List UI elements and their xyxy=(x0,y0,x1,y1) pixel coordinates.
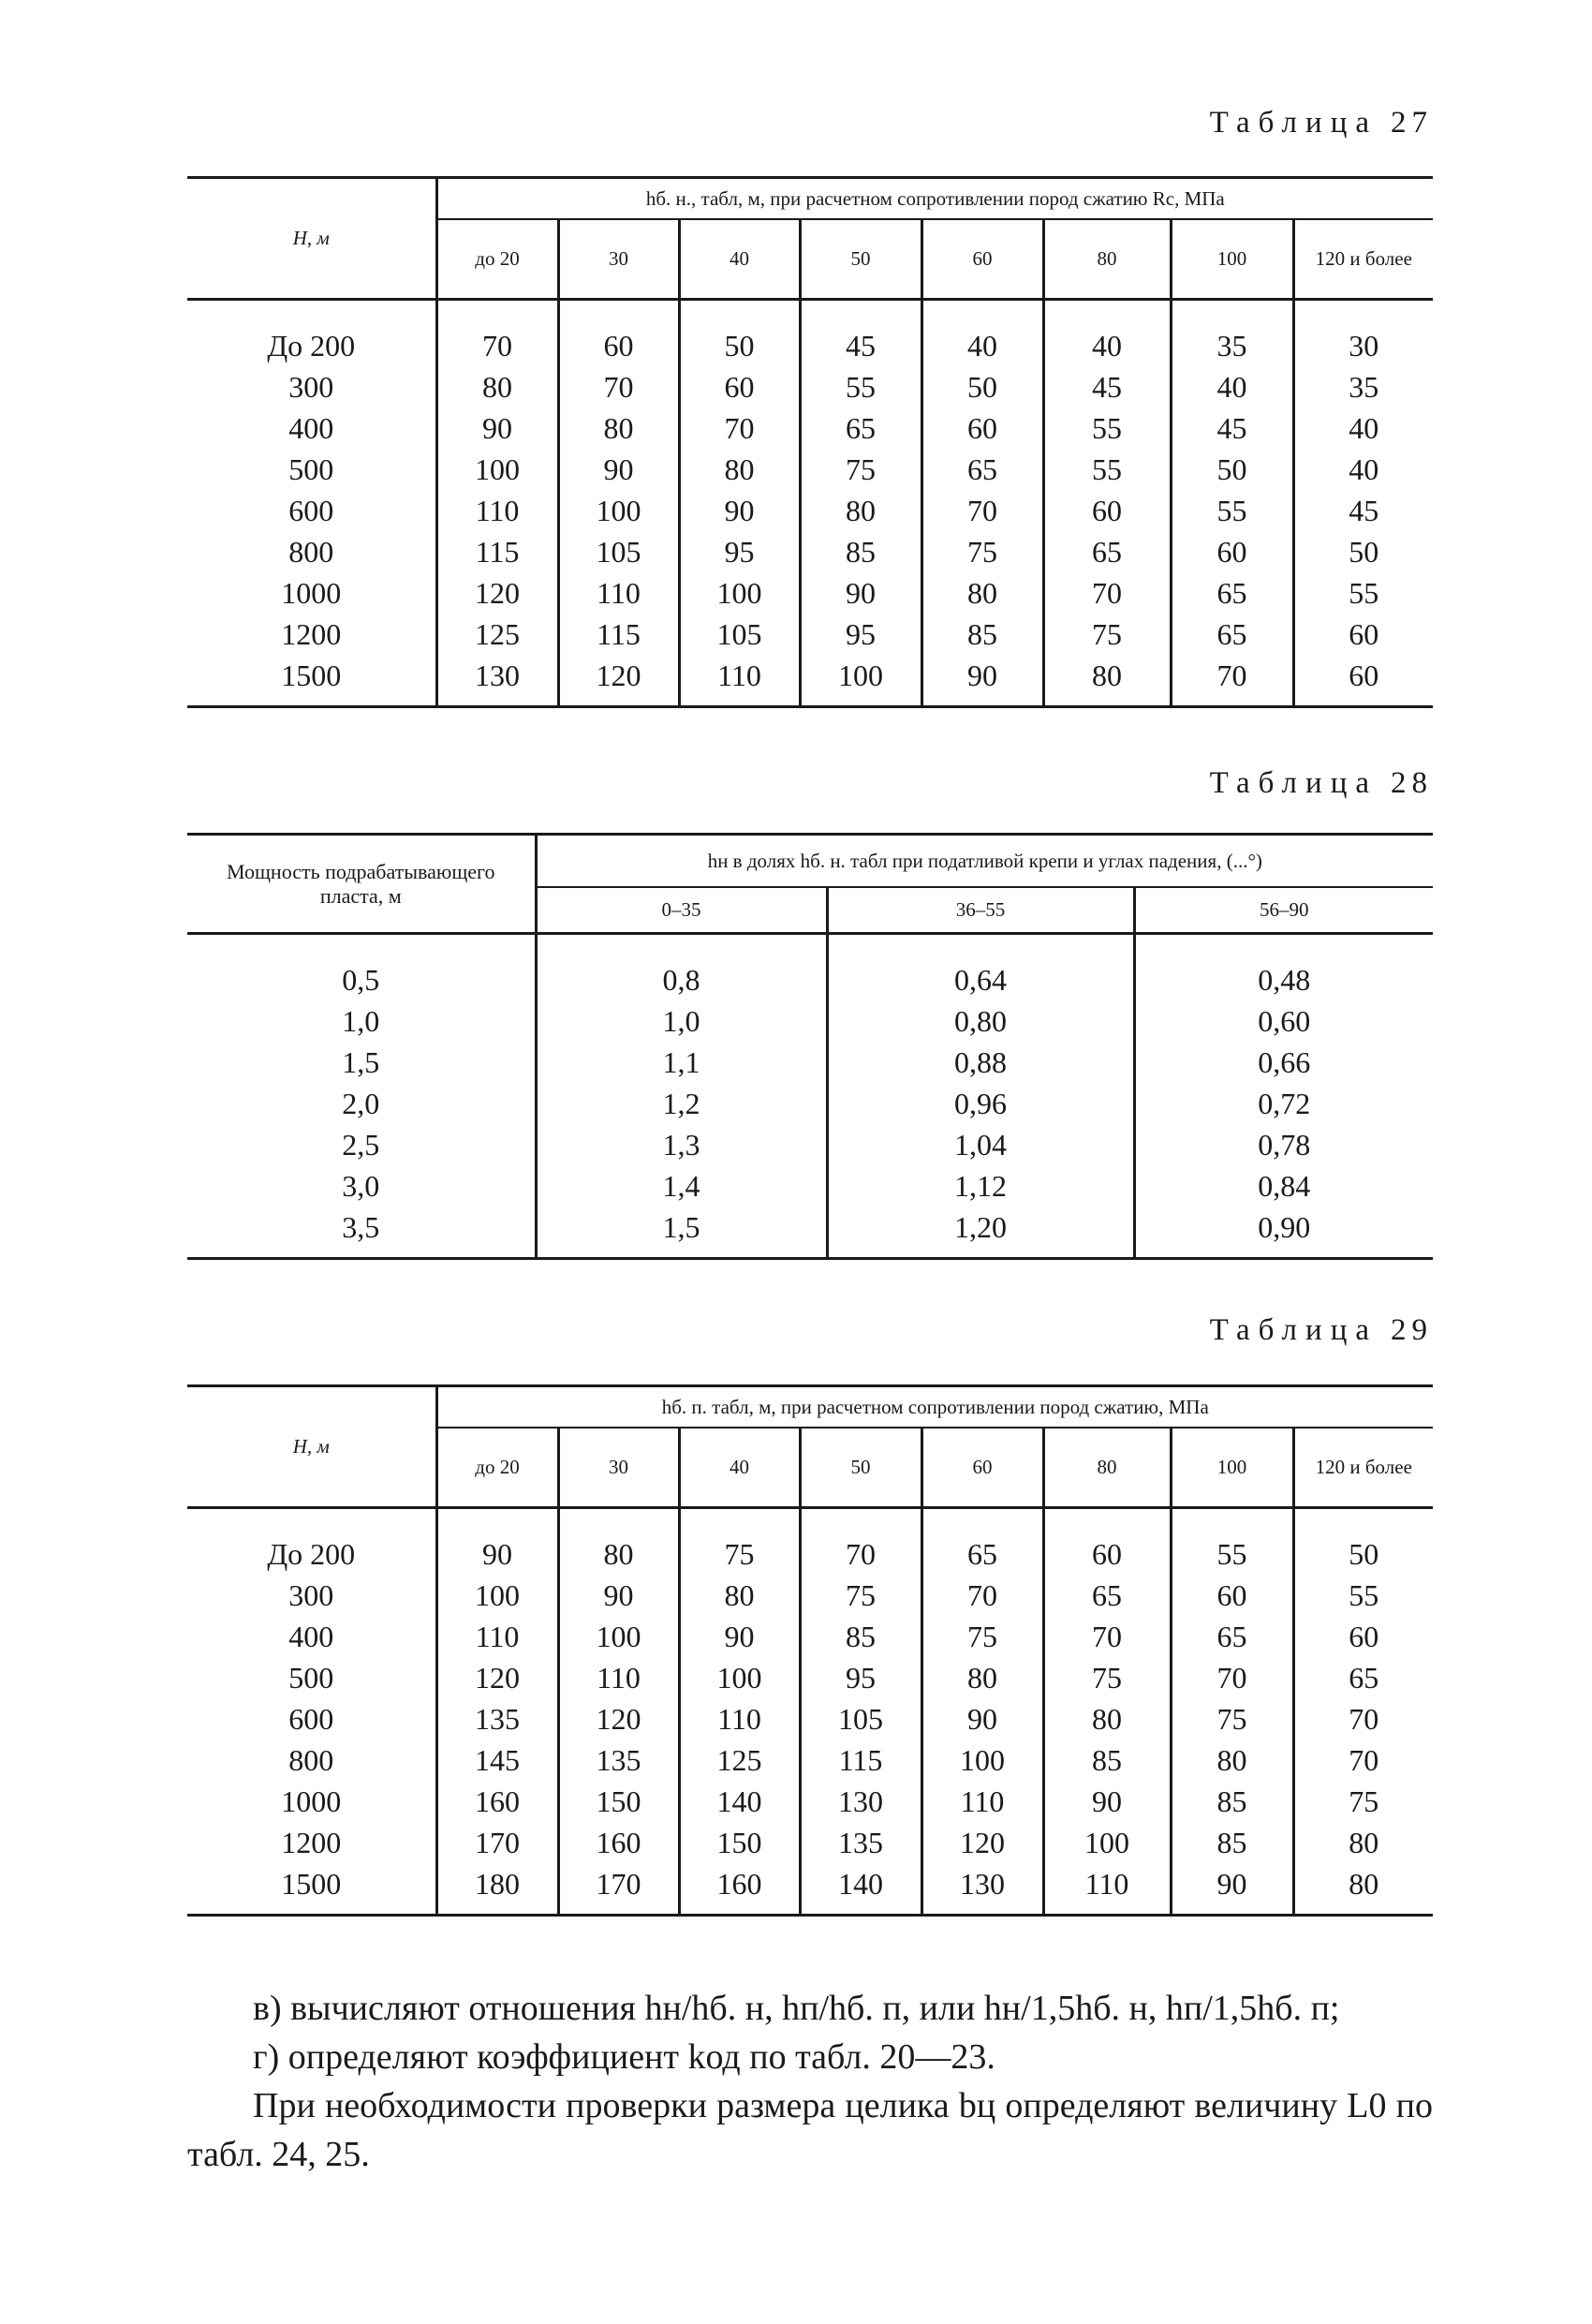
value-cell: 100 xyxy=(1043,1822,1171,1863)
value-cell: 0,66 xyxy=(1134,1042,1433,1083)
row-label-cell: 1500 xyxy=(187,1863,436,1916)
row-label-cell: 300 xyxy=(288,1578,334,1612)
group-header: hб. н., табл, м, при расчетном сопротивлении пород сжатию Rc, МПа xyxy=(436,178,1433,219)
value-cell: 90 xyxy=(679,1616,800,1657)
value-cell: 65 xyxy=(800,407,921,449)
value-cell: 145 xyxy=(436,1739,558,1781)
table-row xyxy=(187,1508,1433,1576)
value-cell: 65 xyxy=(921,1508,1043,1576)
value-cell: 125 xyxy=(436,614,558,655)
table-row xyxy=(187,449,1433,490)
row-label-cell: 1200 xyxy=(281,617,342,651)
value-cell: 105 xyxy=(558,531,679,572)
value-cell: 80 xyxy=(800,490,921,531)
value-cell: 105 xyxy=(800,1698,921,1739)
table-row xyxy=(187,531,1433,572)
column-header: 50 xyxy=(800,219,921,300)
table-row xyxy=(187,614,1433,655)
row-label-cell: 2,5 xyxy=(342,1128,380,1162)
row-label-cell: 3,0 xyxy=(342,1169,380,1203)
column-header: 40 xyxy=(679,1428,800,1508)
value-cell: 90 xyxy=(921,655,1043,707)
table-row xyxy=(187,1575,1433,1616)
value-cell: 0,60 xyxy=(1134,1000,1433,1042)
value-cell: 70 xyxy=(1171,1657,1293,1698)
value-cell: 110 xyxy=(1043,1863,1171,1916)
value-cell: 130 xyxy=(921,1863,1043,1916)
value-cell: 110 xyxy=(436,490,558,531)
value-cell: 0,96 xyxy=(827,1083,1134,1124)
row-header: H, м xyxy=(187,178,436,300)
value-cell: 65 xyxy=(1293,1657,1433,1698)
value-cell: 75 xyxy=(679,1508,800,1576)
value-cell: 80 xyxy=(1293,1863,1433,1916)
caption-word: Таблица xyxy=(1209,106,1378,140)
value-cell: 45 xyxy=(1293,490,1433,531)
value-cell: 130 xyxy=(436,655,558,707)
value-cell: 75 xyxy=(1043,614,1171,655)
value-cell: 160 xyxy=(436,1781,558,1822)
value-cell: 50 xyxy=(921,366,1043,407)
value-cell: 75 xyxy=(800,449,921,490)
value-cell: 80 xyxy=(1043,655,1171,707)
value-cell: 65 xyxy=(921,449,1043,490)
row-label-cell: 800 xyxy=(288,535,334,569)
column-header: 120 и более xyxy=(1293,219,1433,300)
value-cell: 0,80 xyxy=(827,1000,1134,1042)
table-row xyxy=(187,572,1433,614)
value-cell: 120 xyxy=(436,572,558,614)
value-cell: 100 xyxy=(436,449,558,490)
value-cell: 1,3 xyxy=(536,1124,827,1165)
row-label-cell: 500 xyxy=(288,452,334,486)
table-row xyxy=(187,407,1433,449)
paragraph-g: г) определяют коэффициент kод по табл. 20—23. xyxy=(253,2037,995,2077)
value-cell: 0,88 xyxy=(827,1042,1134,1083)
value-cell: 150 xyxy=(679,1822,800,1863)
value-cell: 80 xyxy=(436,366,558,407)
caption-word: Таблица xyxy=(1209,1313,1378,1347)
value-cell: 120 xyxy=(558,1698,679,1739)
value-cell: 70 xyxy=(1043,1616,1171,1657)
value-cell: 35 xyxy=(1171,300,1293,367)
table-row xyxy=(187,490,1433,531)
column-header: 56–90 xyxy=(1134,887,1433,934)
value-cell: 80 xyxy=(1171,1739,1293,1781)
value-cell: 70 xyxy=(1043,572,1171,614)
value-cell: 0,64 xyxy=(827,934,1134,1001)
value-cell: 1,2 xyxy=(536,1083,827,1124)
table-row xyxy=(187,1616,1433,1657)
value-cell: 60 xyxy=(1293,655,1433,707)
value-cell: 60 xyxy=(1293,614,1433,655)
value-cell: 55 xyxy=(800,366,921,407)
value-cell: 70 xyxy=(800,1508,921,1576)
value-cell: 50 xyxy=(1293,1508,1433,1576)
table-row xyxy=(187,1781,1433,1822)
value-cell: 85 xyxy=(800,1616,921,1657)
table-row xyxy=(187,1863,1433,1916)
value-cell: 40 xyxy=(1043,300,1171,367)
row-label-cell: 1,5 xyxy=(342,1045,380,1079)
caption-number: 27 xyxy=(1391,106,1433,140)
value-cell: 0,84 xyxy=(1134,1165,1433,1206)
table-row xyxy=(187,300,1433,367)
value-cell: 1,12 xyxy=(827,1165,1134,1206)
row-label-cell: 2,0 xyxy=(342,1087,380,1120)
table-row xyxy=(187,1739,1433,1781)
value-cell: 1,4 xyxy=(536,1165,827,1206)
table-row xyxy=(187,1698,1433,1739)
row-label-cell: 1200 xyxy=(281,1826,342,1859)
value-cell: 55 xyxy=(1043,407,1171,449)
value-cell: 90 xyxy=(558,1575,679,1616)
value-cell: 55 xyxy=(1293,572,1433,614)
value-cell: 160 xyxy=(679,1863,800,1916)
value-cell: 1,0 xyxy=(536,1000,827,1042)
value-cell: 45 xyxy=(1043,366,1171,407)
row-label-cell: 500 xyxy=(288,1661,334,1695)
value-cell: 0,78 xyxy=(1134,1124,1433,1165)
row-label-cell: 1000 xyxy=(281,576,342,610)
value-cell: 110 xyxy=(679,655,800,707)
value-cell: 180 xyxy=(436,1863,558,1916)
value-cell: 120 xyxy=(921,1822,1043,1863)
value-cell: 135 xyxy=(800,1822,921,1863)
row-label-cell: До 200 xyxy=(267,1537,356,1571)
value-cell: 85 xyxy=(800,531,921,572)
value-cell: 80 xyxy=(1293,1822,1433,1863)
value-cell: 45 xyxy=(1171,407,1293,449)
value-cell: 75 xyxy=(1293,1781,1433,1822)
value-cell: 100 xyxy=(436,1575,558,1616)
value-cell: 95 xyxy=(800,1657,921,1698)
value-cell: 70 xyxy=(436,300,558,367)
value-cell: 80 xyxy=(1043,1698,1171,1739)
value-cell: 90 xyxy=(558,449,679,490)
row-label-cell: 400 xyxy=(288,411,334,445)
value-cell: 60 xyxy=(1293,1616,1433,1657)
group-header: hб. п. табл, м, при расчетном сопротивлении пород сжатию, МПа xyxy=(436,1386,1433,1428)
table-27-caption xyxy=(936,106,1433,141)
value-cell: 50 xyxy=(1293,531,1433,572)
value-cell: 75 xyxy=(921,531,1043,572)
value-cell: 90 xyxy=(1043,1781,1171,1822)
table-28-caption xyxy=(936,766,1433,801)
table-row xyxy=(187,1000,1433,1042)
value-cell: 60 xyxy=(921,407,1043,449)
value-cell: 70 xyxy=(1293,1698,1433,1739)
value-cell: 100 xyxy=(800,655,921,707)
table-row xyxy=(187,1124,1433,1165)
value-cell: 90 xyxy=(436,407,558,449)
table-row xyxy=(187,934,1433,1001)
value-cell: 30 xyxy=(1293,300,1433,367)
row-header: Мощность подрабатывающего пласта, м xyxy=(187,835,536,934)
value-cell: 170 xyxy=(558,1863,679,1916)
value-cell: 70 xyxy=(921,490,1043,531)
column-header: 0–35 xyxy=(536,887,827,934)
paragraph-v: в) вычисляют отношения hн/hб. н, hп/hб. п, или hн/1,5hб. н, hп/1,5hб. п; xyxy=(253,1989,1340,2028)
value-cell: 95 xyxy=(679,531,800,572)
value-cell: 60 xyxy=(1043,1508,1171,1576)
row-label-cell: 3,5 xyxy=(187,1206,536,1259)
value-cell: 65 xyxy=(1171,1616,1293,1657)
row-label-cell: 600 xyxy=(288,1702,334,1736)
value-cell: 80 xyxy=(679,449,800,490)
value-cell: 60 xyxy=(1043,490,1171,531)
row-header: H, м xyxy=(187,1386,436,1508)
value-cell: 120 xyxy=(436,1657,558,1698)
table-row xyxy=(187,1822,1433,1863)
value-cell: 70 xyxy=(1171,655,1293,707)
value-cell: 75 xyxy=(800,1575,921,1616)
column-header: 40 xyxy=(679,219,800,300)
value-cell: 110 xyxy=(436,1616,558,1657)
value-cell: 70 xyxy=(679,407,800,449)
value-cell: 65 xyxy=(1171,572,1293,614)
value-cell: 70 xyxy=(921,1575,1043,1616)
value-cell: 80 xyxy=(679,1575,800,1616)
column-header: 100 xyxy=(1171,219,1293,300)
group-header: hн в долях hб. н. табл при податливой крепи и углах падения, (...°) xyxy=(536,835,1433,887)
column-header: до 20 xyxy=(436,219,558,300)
value-cell: 65 xyxy=(1043,531,1171,572)
column-header: 60 xyxy=(921,219,1043,300)
value-cell: 0,90 xyxy=(1134,1206,1433,1259)
value-cell: 75 xyxy=(921,1616,1043,1657)
value-cell: 115 xyxy=(558,614,679,655)
row-label-cell: 1500 xyxy=(187,655,436,707)
value-cell: 120 xyxy=(558,655,679,707)
row-label-cell: 400 xyxy=(288,1620,334,1653)
value-cell: 45 xyxy=(800,300,921,367)
value-cell: 115 xyxy=(800,1739,921,1781)
value-cell: 65 xyxy=(1171,614,1293,655)
table-row xyxy=(187,655,1433,707)
value-cell: 75 xyxy=(1043,1657,1171,1698)
value-cell: 110 xyxy=(558,1657,679,1698)
caption-number: 28 xyxy=(1391,766,1433,800)
value-cell: 0,8 xyxy=(536,934,827,1001)
value-cell: 70 xyxy=(1293,1739,1433,1781)
value-cell: 70 xyxy=(558,366,679,407)
table-row xyxy=(187,1206,1433,1259)
row-label-cell: 800 xyxy=(288,1743,334,1777)
value-cell: 80 xyxy=(558,1508,679,1576)
value-cell: 85 xyxy=(1171,1822,1293,1863)
value-cell: 55 xyxy=(1171,1508,1293,1576)
value-cell: 135 xyxy=(436,1698,558,1739)
value-cell: 95 xyxy=(800,614,921,655)
column-header: 36–55 xyxy=(827,887,1134,934)
table-row xyxy=(187,1165,1433,1206)
column-header: 100 xyxy=(1171,1428,1293,1508)
value-cell: 115 xyxy=(436,531,558,572)
row-label-cell: 1000 xyxy=(281,1784,342,1818)
value-cell: 60 xyxy=(679,366,800,407)
value-cell: 110 xyxy=(558,572,679,614)
value-cell: 100 xyxy=(558,490,679,531)
row-label-cell: До 200 xyxy=(267,329,356,363)
value-cell: 60 xyxy=(1171,531,1293,572)
value-cell: 0,72 xyxy=(1134,1083,1433,1124)
table-row xyxy=(187,1657,1433,1698)
value-cell: 150 xyxy=(558,1781,679,1822)
caption-word: Таблица xyxy=(1209,766,1378,800)
row-label-cell: 300 xyxy=(288,370,334,404)
value-cell: 100 xyxy=(921,1739,1043,1781)
value-cell: 1,04 xyxy=(827,1124,1134,1165)
table-29-caption xyxy=(936,1313,1433,1348)
value-cell: 110 xyxy=(679,1698,800,1739)
value-cell: 85 xyxy=(1171,1781,1293,1822)
value-cell: 85 xyxy=(1043,1739,1171,1781)
value-cell: 130 xyxy=(800,1781,921,1822)
column-header: 80 xyxy=(1043,219,1171,300)
column-header: 60 xyxy=(921,1428,1043,1508)
value-cell: 35 xyxy=(1293,366,1433,407)
value-cell: 100 xyxy=(558,1616,679,1657)
value-cell: 85 xyxy=(921,614,1043,655)
value-cell: 50 xyxy=(1171,449,1293,490)
table-row xyxy=(187,1083,1433,1124)
value-cell: 90 xyxy=(1171,1863,1293,1916)
value-cell: 80 xyxy=(558,407,679,449)
column-header: 80 xyxy=(1043,1428,1171,1508)
value-cell: 55 xyxy=(1171,490,1293,531)
value-cell: 135 xyxy=(558,1739,679,1781)
table-row xyxy=(187,1042,1433,1083)
value-cell: 90 xyxy=(679,490,800,531)
value-cell: 55 xyxy=(1043,449,1171,490)
value-cell: 125 xyxy=(679,1739,800,1781)
row-label-cell: 600 xyxy=(288,494,334,527)
value-cell: 140 xyxy=(679,1781,800,1822)
value-cell: 110 xyxy=(921,1781,1043,1822)
table-28 xyxy=(187,833,1433,1260)
column-header: 30 xyxy=(558,219,679,300)
value-cell: 60 xyxy=(558,300,679,367)
value-cell: 90 xyxy=(436,1508,558,1576)
value-cell: 40 xyxy=(1293,449,1433,490)
value-cell: 60 xyxy=(1171,1575,1293,1616)
value-cell: 40 xyxy=(1293,407,1433,449)
column-header: до 20 xyxy=(436,1428,558,1508)
value-cell: 40 xyxy=(921,300,1043,367)
value-cell: 80 xyxy=(921,572,1043,614)
row-label-cell: 0,5 xyxy=(342,963,380,997)
column-header: 30 xyxy=(558,1428,679,1508)
table-27 xyxy=(187,176,1433,708)
value-cell: 55 xyxy=(1293,1575,1433,1616)
value-cell: 100 xyxy=(679,1657,800,1698)
table-row xyxy=(187,366,1433,407)
value-cell: 140 xyxy=(800,1863,921,1916)
value-cell: 65 xyxy=(1043,1575,1171,1616)
paragraph-final: При необходимости проверки размера целика bц определяют величину L0 по табл. 24, 25. xyxy=(187,2086,1433,2174)
value-cell: 1,20 xyxy=(827,1206,1134,1259)
value-cell: 100 xyxy=(679,572,800,614)
value-cell: 170 xyxy=(436,1822,558,1863)
table-29 xyxy=(187,1384,1433,1917)
caption-number: 29 xyxy=(1391,1313,1433,1347)
value-cell: 80 xyxy=(921,1657,1043,1698)
value-cell: 1,5 xyxy=(536,1206,827,1259)
column-header: 120 и более xyxy=(1293,1428,1433,1508)
row-label-cell: 1,0 xyxy=(342,1004,380,1038)
value-cell: 50 xyxy=(679,300,800,367)
value-cell: 0,48 xyxy=(1134,934,1433,1001)
value-cell: 1,1 xyxy=(536,1042,827,1083)
value-cell: 90 xyxy=(800,572,921,614)
value-cell: 160 xyxy=(558,1822,679,1863)
value-cell: 40 xyxy=(1171,366,1293,407)
value-cell: 90 xyxy=(921,1698,1043,1739)
body-text xyxy=(187,1984,1433,2179)
value-cell: 75 xyxy=(1171,1698,1293,1739)
value-cell: 105 xyxy=(679,614,800,655)
column-header: 50 xyxy=(800,1428,921,1508)
